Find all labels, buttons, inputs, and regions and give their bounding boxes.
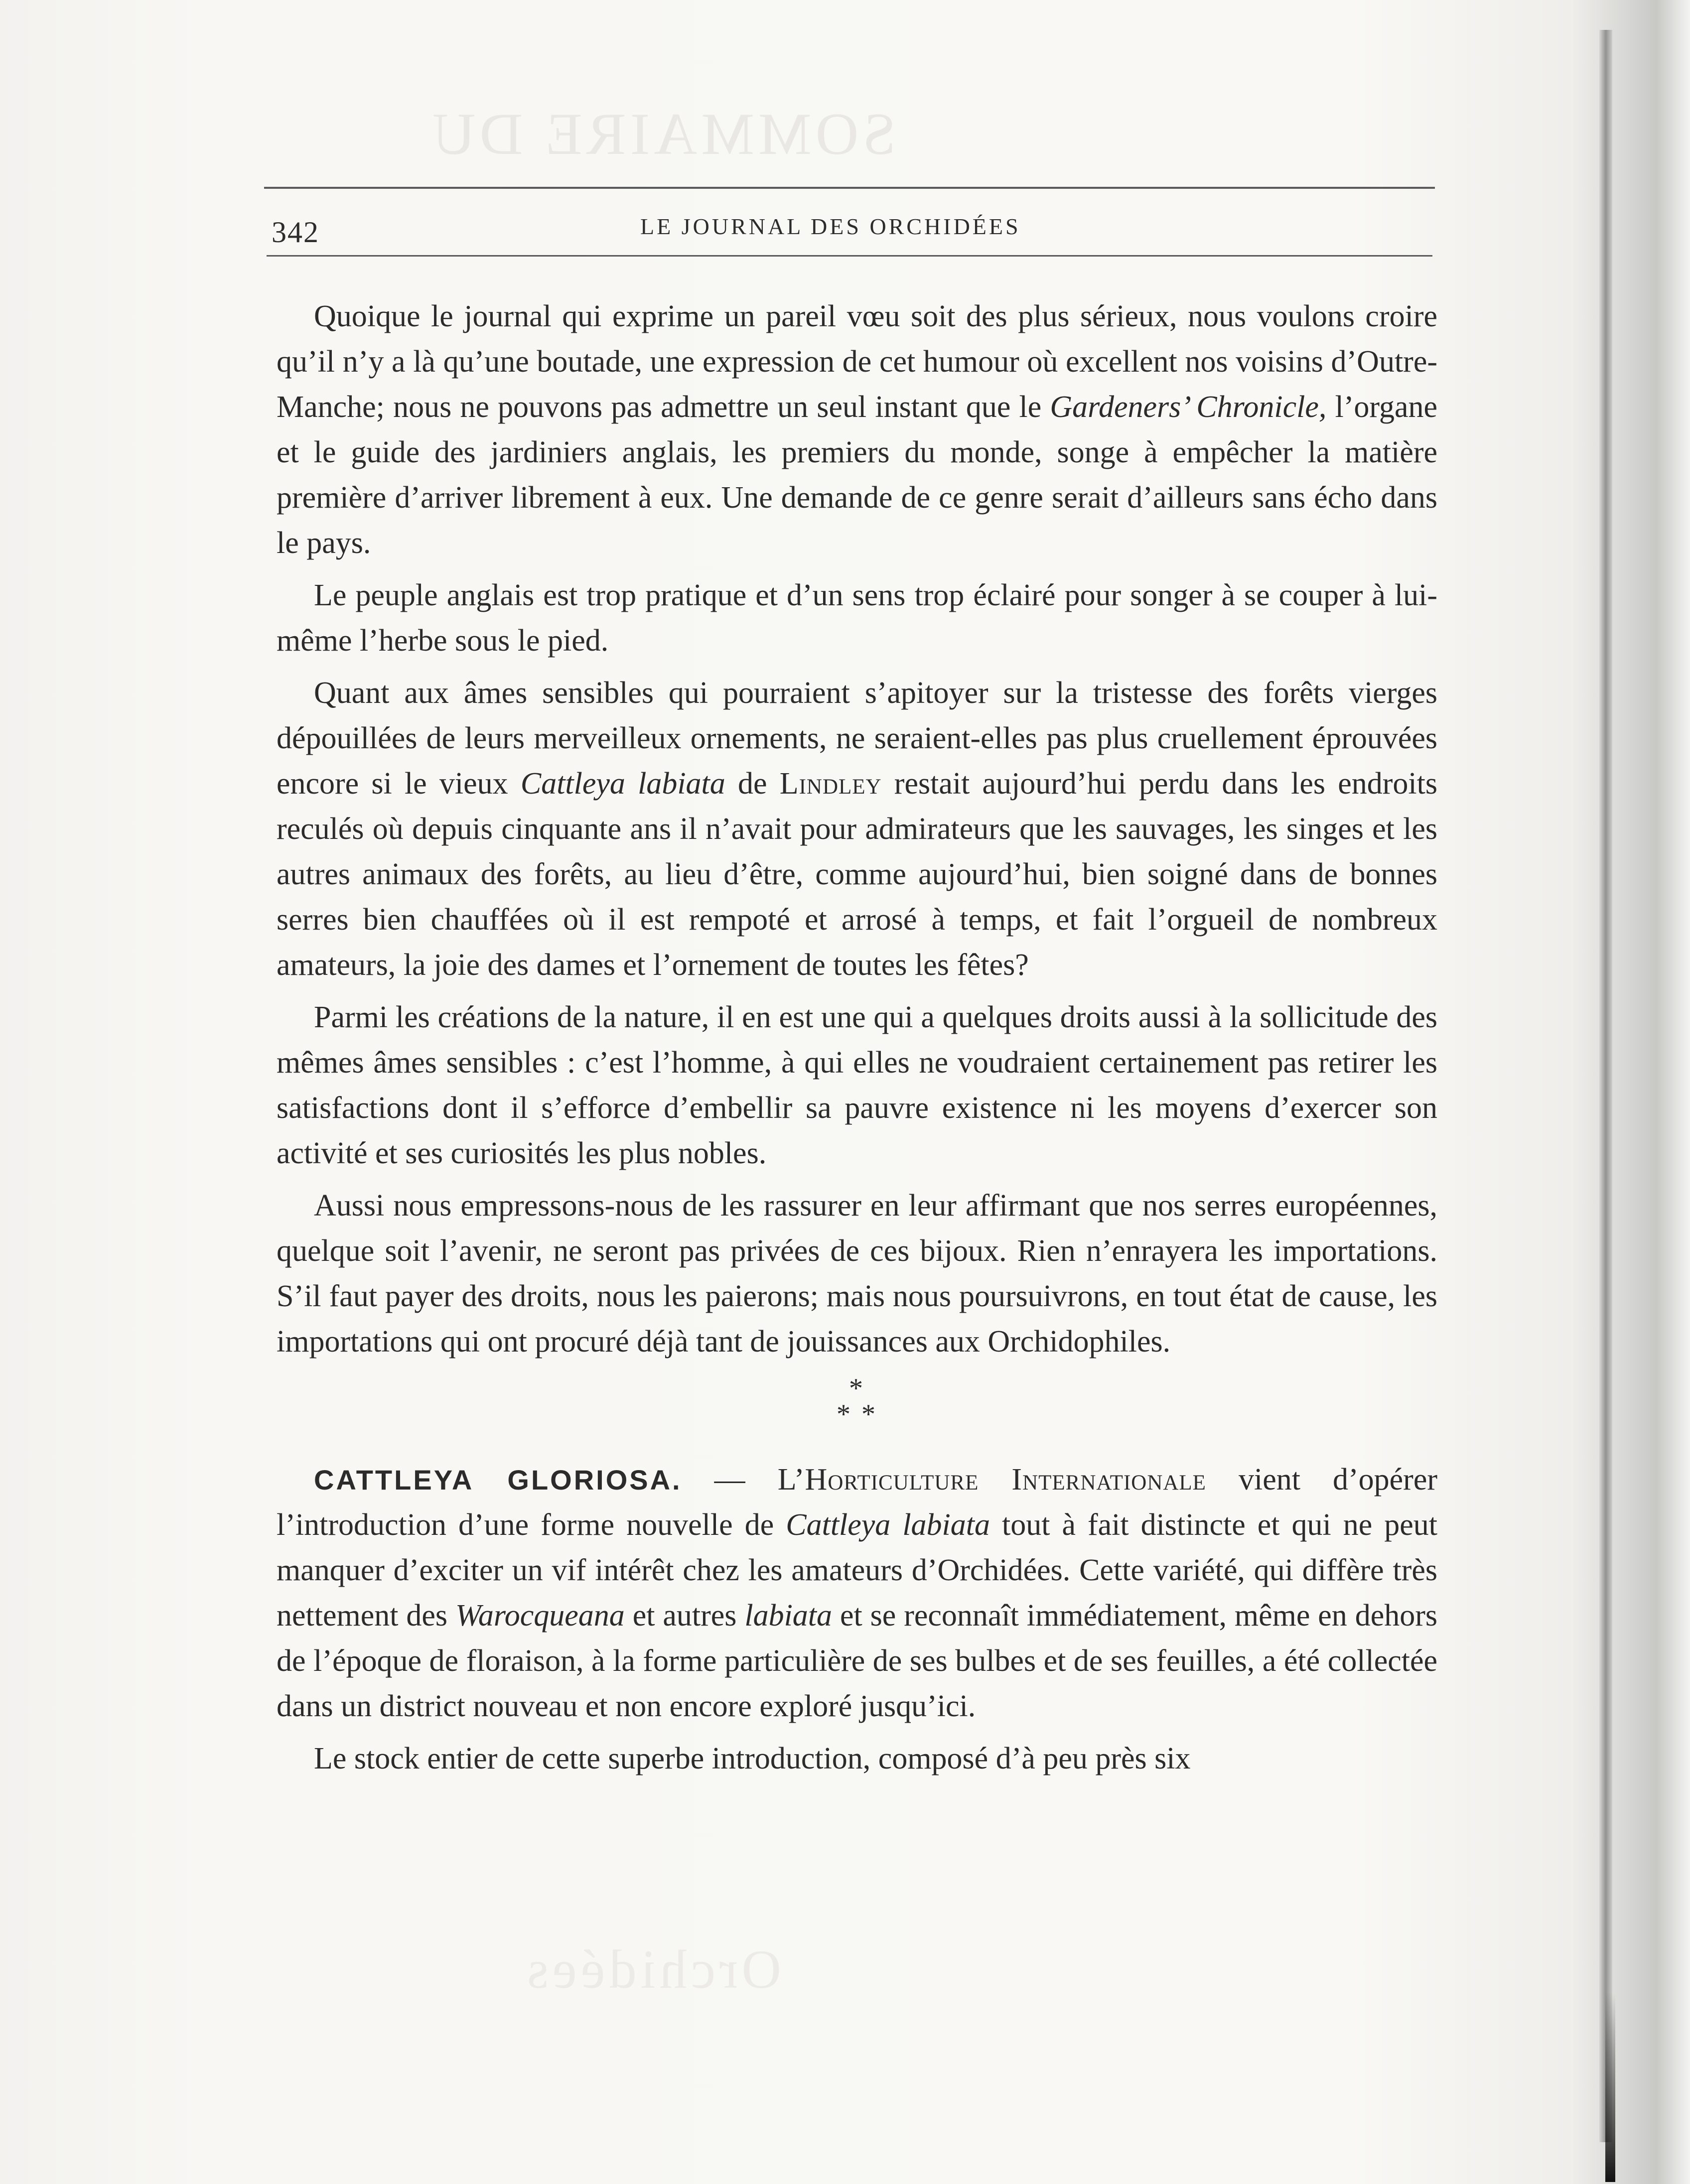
text-run: tout à fait distincte et qui ne peut manquer d’exciter un vif intérêt chez les amateurs d’Orchidées. Cette variété, qui diffère très nettement des (277, 1508, 1438, 1633)
small-caps-text: Lindley (779, 767, 882, 801)
header-rule-bottom (267, 255, 1432, 257)
text-run: de (725, 767, 780, 801)
text-run: Aussi nous empressons-nous de les rassurer en leur affirmant que nos serres européennes, quelque soit l’avenir, ne seront pas privées de ces bijoux. Rien n’enrayera les importations. S’il faut payer des droits, nous les paierons; mais nous poursuivrons, en tout état de cause, les importations qui ont procuré déjà tant de jouissances aux Orchidophiles. (277, 1189, 1437, 1359)
text-run: restait aujourd’hui perdu dans les endroits reculés où depuis cinquante ans il n’avait pour admirateurs que les sauvages, les singes et les autres animaux des forêts, au lieu d’être, comme aujourd’hui, bien soigné dans de bonnes serres bien chauffées où il est rempoté et arrosé à temps, et fait l’orgueil de nombreux amateurs, la joie des dames et l’ornement de toutes les fêtes? (277, 767, 1437, 982)
paragraph (277, 294, 1437, 566)
italic-text: labiata (744, 1599, 833, 1633)
italic-text: Gardeners’ Chronicle, (1050, 390, 1327, 424)
section-separator (277, 1373, 1437, 1430)
separator-stars-bottom: * * (837, 1399, 877, 1430)
bleed-through-text: Orchidées (523, 1939, 781, 2000)
text-run: et autres (624, 1599, 745, 1633)
separator-star-top: * (849, 1373, 865, 1404)
page-fold-shadow (1599, 30, 1612, 2142)
scan-edge-shadow (1605, 1993, 1615, 2182)
running-head: LE JOURNAL DES ORCHIDÉES (640, 214, 1021, 239)
text-run: Le peuple anglais est trop pratique et d’un sens trop éclairé pour songer à se couper à lui-même l’herbe sous le pied. (277, 578, 1437, 658)
text-run: l’organe et le guide des jardiniers anglais, les premiers du monde, songe à empêcher la matière première d’arriver librement à eux. Une demande de ce genre serait d’ailleurs sans écho dans le pays. (277, 390, 1437, 560)
italic-text: Cattleya labiata (520, 767, 725, 801)
paragraph (277, 671, 1437, 988)
bleed-through-text: SOMMAIRE DU (428, 101, 896, 167)
section-title: CATTLEYA GLORIOSA. (314, 1464, 682, 1496)
paragraph (277, 995, 1437, 1176)
italic-text: Cattleya labiata (786, 1508, 990, 1542)
paragraph-list (277, 294, 1437, 1365)
text-run: Quoique le journal qui exprime un pareil vœu soit des plus sérieux, nous voulons croire qu’il n’y a là qu’une boutade, une expression de cet humour où excellent nos voisins d’Outre-Manche; nous ne pouvons pas admettre un seul instant que le (277, 299, 1437, 424)
paragraph: Le stock entier de cette superbe introduction, composé d’à peu près six (314, 1742, 1191, 1775)
section-body (277, 1463, 1437, 1723)
page-number: 342 (272, 216, 319, 249)
text-run: vient d’opérer l’introduction d’une forme nouvelle de (277, 1463, 1437, 1542)
text-run: et se reconnaît immédiatement, même en dehors de l’époque de floraison, à la forme particulière de ses bulbes et de ses feuilles, a été collectée dans un district nouveau et non encore exploré jusqu’ici. (277, 1599, 1438, 1723)
body-text (277, 294, 1437, 1788)
paragraph (277, 573, 1437, 664)
text-run: Quant aux âmes sensibles qui pourraient s’apitoyer sur la tristesse des forêts vierges dépouillées de leurs merveilleux ornements, ne seraient-elles pas plus cruellement éprouvées encore si le vieux (277, 676, 1437, 801)
paragraph (277, 1183, 1437, 1365)
text-run: Parmi les créations de la nature, il en est une qui a quelques droits aussi à la sollicitude des mêmes âmes sensibles : c’est l’homme, à qui elles ne voudraient certainement pas retirer les satisfactions dont il s’efforce d’embellir sa pauvre existence ni les moyens d’exercer son activité et ses curiosités les plus nobles. (277, 1000, 1437, 1170)
header-rule-top (264, 187, 1435, 189)
italic-text: Warocqueana (455, 1599, 625, 1633)
section-dash: — (682, 1463, 778, 1497)
section-paragraph (277, 1457, 1437, 1729)
section-publisher: L’Horticulture Internationale (777, 1463, 1206, 1497)
